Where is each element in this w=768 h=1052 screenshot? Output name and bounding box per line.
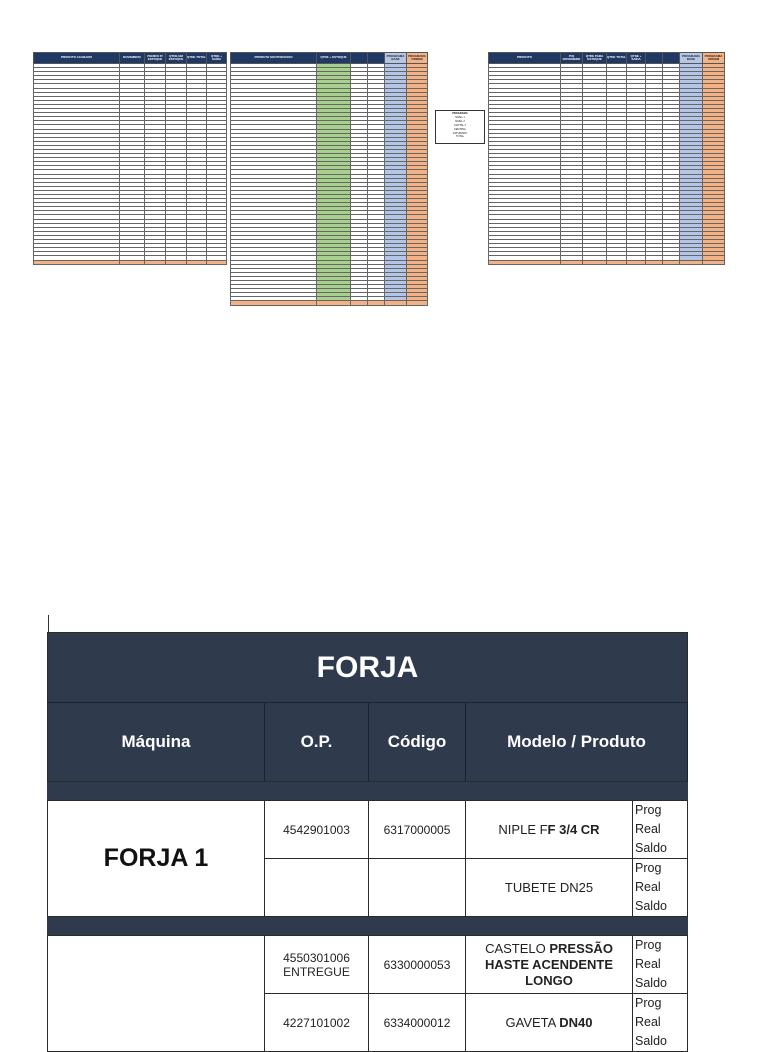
legend-line: NIVEL 1 [455, 115, 465, 119]
machine-cell: FORJA 1 [48, 801, 265, 917]
mini-cell [583, 260, 607, 264]
op-number: 4542901003 [283, 822, 350, 837]
mini-cell [385, 301, 407, 305]
mini2-header: PROGRAMA ORDEM [407, 53, 428, 64]
mini2-header [351, 53, 368, 64]
op-cell [265, 859, 369, 917]
mini2-header: PRODUTO EM PROCESSO [231, 53, 317, 64]
mini3-header: QTDE + SAÍDA [627, 53, 646, 64]
mini3-header: PROGRAMA ORDEM [703, 53, 725, 64]
op-cell [265, 936, 369, 994]
status-cell [633, 859, 688, 917]
model-bold: DN40 [559, 1014, 593, 1030]
mini1-header: PRODUTO ACABADO [34, 53, 120, 64]
code-cell: 6334000012 [369, 994, 466, 1052]
mini3-rows [489, 64, 725, 265]
model-cell [466, 859, 633, 917]
forja-title: FORJA [48, 633, 688, 703]
mini2-header: QTDE + ESTOQUE [317, 53, 351, 64]
mini1-header: NOVEMBRO [120, 53, 145, 64]
mini3-header [646, 53, 663, 64]
mini1-header: QTDE TOTAL [187, 53, 207, 64]
mini-sheet-produto-acabado [33, 52, 227, 265]
table-row [48, 936, 688, 994]
mini-sheet-produto [488, 52, 725, 265]
model-bold: PRESSÃO HASTE ACENDENTE LONGO [484, 940, 614, 988]
status-cell [633, 994, 688, 1052]
mini3-header: QTDE TOTAL [607, 53, 627, 64]
table-row [48, 801, 688, 859]
forja-table [47, 632, 688, 1052]
mini1-header: PEDIDO P/ ESTOQUE [145, 53, 166, 64]
mini2-header [368, 53, 385, 64]
mini-cell [166, 260, 187, 264]
mini-cell [145, 260, 166, 264]
status-cell [633, 936, 688, 994]
header-modelo-produto: Modelo / Produto [466, 703, 688, 782]
mini-row [34, 260, 227, 264]
op-cell [265, 994, 369, 1052]
status-saldo: Saldo [635, 899, 667, 913]
header-codigo: Código [369, 703, 466, 782]
group-separator [48, 917, 688, 936]
header-op: O.P. [265, 703, 369, 782]
header-maquina: Máquina [48, 703, 265, 782]
status-real: Real [635, 822, 661, 836]
mini-cell [231, 301, 317, 305]
status-real: Real [635, 957, 661, 971]
legend-line: TOTAL [455, 135, 465, 139]
status-prog: Prog [635, 803, 662, 817]
model-cell [466, 994, 633, 1052]
mini3-header: PROGRAMA BASE [680, 53, 703, 64]
status-real: Real [635, 1015, 661, 1029]
mini3-header: P/Q NOVEMBRO [561, 53, 583, 64]
mini-cell [351, 301, 368, 305]
model-plain: TUBETE DN25 [504, 879, 594, 895]
mini-cell [407, 301, 428, 305]
page-rule [48, 615, 49, 633]
mini2-rows [231, 64, 428, 306]
mini-sheet-produto-em-processo [230, 52, 428, 306]
mini1-header: QTDE EM ESTOQUE [166, 53, 187, 64]
status-saldo: Saldo [635, 1034, 667, 1048]
model-cell [466, 801, 633, 859]
legend-line: FATURADO [453, 131, 467, 135]
mini-cell [680, 260, 703, 264]
mini-cell [663, 260, 680, 264]
mini-cell [607, 260, 627, 264]
model-bold: F 3/4 CR [547, 821, 600, 837]
mini-row [489, 260, 725, 264]
op-number: 4550301006 [283, 950, 350, 965]
code-cell [369, 859, 466, 917]
op-number: 4227101002 [283, 1015, 350, 1030]
status-prog: Prog [635, 938, 662, 952]
legend-title: PROGRAMA [452, 112, 468, 115]
code-cell: 6330000053 [369, 936, 466, 994]
mini-cell [703, 260, 725, 264]
legend-line: NIVEL 2 [455, 119, 465, 123]
status-prog: Prog [635, 996, 662, 1010]
model-cell [466, 936, 633, 994]
mini-cell [489, 260, 561, 264]
mini3-header [663, 53, 680, 64]
mini-cell [34, 260, 120, 264]
machine-cell [48, 936, 265, 1052]
legend-line: CAPTAL 1 [454, 123, 466, 127]
mini-row [231, 301, 428, 305]
mini-cell [207, 260, 227, 264]
mini-cell [646, 260, 663, 264]
code-cell: 6317000005 [369, 801, 466, 859]
mini2-header: PROGRAMA BASE [385, 53, 407, 64]
mini-cell [187, 260, 207, 264]
mini1-header: QTDE + SAÍDA [207, 53, 227, 64]
mini-cell [368, 301, 385, 305]
status-prog: Prog [635, 861, 662, 875]
mini-cell [317, 301, 351, 305]
legend-line: CENTRAL [453, 127, 467, 131]
status-saldo: Saldo [635, 841, 667, 855]
model-plain: CASTELO [485, 940, 550, 956]
model-plain: GAVETA [505, 1014, 560, 1030]
mini3-header: PRODUTO [489, 53, 561, 64]
status-real: Real [635, 880, 661, 894]
mini3-header: QTDE PARA ESTOQUE [583, 53, 607, 64]
status-saldo: Saldo [635, 976, 667, 990]
mini1-rows [34, 64, 227, 265]
group-separator [48, 782, 688, 801]
op-note: ENTREGUE [283, 964, 350, 979]
mini-cell [627, 260, 646, 264]
op-cell [265, 801, 369, 859]
mini-cell [561, 260, 583, 264]
mini-cell [120, 260, 145, 264]
model-plain: NIPLE F [498, 821, 548, 837]
programa-legend [435, 110, 485, 144]
status-cell [633, 801, 688, 859]
